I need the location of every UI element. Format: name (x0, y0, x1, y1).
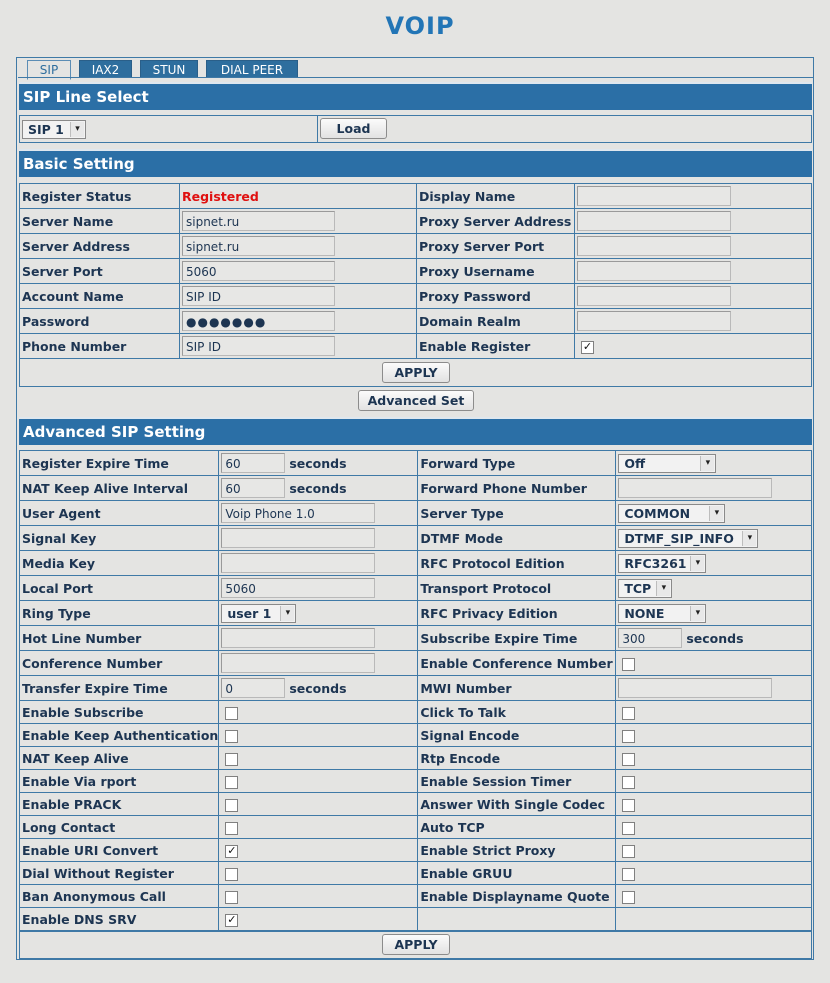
chevron-down-icon: ▾ (690, 556, 704, 571)
tab-iax2[interactable]: IAX2 (79, 60, 132, 78)
advanced-apply-button[interactable]: APPLY (382, 934, 450, 955)
label-dial-without-register: Dial Without Register (20, 862, 219, 885)
label-proxy-server-port: Proxy Server Port (417, 234, 575, 259)
value-cell (180, 259, 417, 284)
value-cell (219, 651, 418, 676)
value-cell (219, 576, 418, 601)
tab-divider (18, 77, 814, 78)
chevron-down-icon: ▾ (700, 456, 714, 471)
value-cell (616, 601, 812, 626)
label-ring-type: Ring Type (20, 601, 219, 626)
forward-type-select-value: Off (624, 455, 646, 471)
nat-keep-alive-interval-input[interactable]: 60 (221, 478, 285, 498)
value-cell (616, 526, 812, 551)
value-cell (219, 451, 418, 476)
value-cell (180, 234, 417, 259)
sip-line-select[interactable] (22, 120, 86, 139)
long-contact-checkbox[interactable] (225, 822, 238, 835)
page-title: VOIP (385, 12, 455, 40)
load-button[interactable]: Load (320, 118, 387, 139)
proxy-password-input[interactable] (577, 286, 731, 306)
label-mwi-number: MWI Number (418, 676, 616, 701)
label-enable-subscribe: Enable Subscribe (20, 701, 219, 724)
label-auto-tcp: Auto TCP (418, 816, 616, 839)
chevron-down-icon: ▾ (656, 581, 670, 596)
label-enable-uri-convert: Enable URI Convert (20, 839, 219, 862)
label-account-name: Account Name (20, 284, 180, 309)
value-cell (180, 209, 417, 234)
label-nat-keep-alive-interval: NAT Keep Alive Interval (20, 476, 219, 501)
advanced-setting-table (19, 450, 812, 931)
local-port-input[interactable]: 5060 (221, 578, 375, 598)
enable-uri-convert-checkbox[interactable]: ✓ (227, 843, 237, 857)
conference-number-input[interactable] (221, 653, 375, 673)
value-cell (616, 862, 812, 885)
value-cell (219, 908, 418, 931)
domain-realm-input[interactable] (577, 311, 731, 331)
label-signal-key: Signal Key (20, 526, 219, 551)
label-enable-keep-authentication: Enable Keep Authentication (20, 724, 219, 747)
basic-setting-table (19, 183, 812, 359)
label-rtp-encode: Rtp Encode (418, 747, 616, 770)
value-cell (219, 701, 418, 724)
answer-with-single-codec-checkbox[interactable] (622, 799, 635, 812)
password-input[interactable]: ●●●●●●● (182, 311, 335, 331)
enable-conference-number-checkbox[interactable] (622, 658, 635, 671)
line-select-table (19, 115, 812, 143)
rfc-privacy-edition-select-value: NONE (624, 605, 665, 621)
server-name-input[interactable]: sipnet.ru (182, 211, 335, 231)
value-cell (219, 793, 418, 816)
value-cell (575, 334, 812, 359)
value-cell (575, 309, 812, 334)
chevron-down-icon: ▾ (709, 506, 723, 521)
proxy-server-address-input[interactable] (577, 211, 731, 231)
subscribe-expire-time-input[interactable]: 300 (618, 628, 682, 648)
account-name-input[interactable]: SIP ID (182, 286, 335, 306)
server-type-select-value: COMMON (624, 505, 691, 521)
value-cell (616, 701, 812, 724)
phone-number-input[interactable]: SIP ID (182, 336, 335, 356)
basic-apply-button[interactable]: APPLY (382, 362, 450, 383)
line-select-cell (20, 116, 318, 143)
label-enable-strict-proxy: Enable Strict Proxy (418, 839, 616, 862)
label-enable-prack: Enable PRACK (20, 793, 219, 816)
enable-subscribe-checkbox[interactable] (225, 707, 238, 720)
label-rfc-protocol-edition: RFC Protocol Edition (418, 551, 616, 576)
forward-type-select[interactable] (618, 454, 716, 473)
sip-line-select-value: SIP 1 (28, 121, 64, 137)
label-transport-protocol: Transport Protocol (418, 576, 616, 601)
value-cell (616, 501, 812, 526)
empty-cell (418, 908, 616, 931)
rfc-protocol-edition-select[interactable] (618, 554, 706, 573)
label-rfc-privacy-edition: RFC Privacy Edition (418, 601, 616, 626)
label-long-contact: Long Contact (20, 816, 219, 839)
dtmf-mode-select[interactable] (618, 529, 758, 548)
label-register-expire-time: Register Expire Time (20, 451, 219, 476)
label-server-type: Server Type (418, 501, 616, 526)
value-cell (616, 651, 812, 676)
advanced-set-button[interactable]: Advanced Set (358, 390, 474, 411)
label-server-name: Server Name (20, 209, 180, 234)
forward-phone-number-input[interactable] (618, 478, 772, 498)
value-cell (575, 234, 812, 259)
mwi-number-input[interactable] (618, 678, 772, 698)
server-address-input[interactable]: sipnet.ru (182, 236, 335, 256)
rfc-privacy-edition-select[interactable] (618, 604, 706, 623)
value-cell (219, 476, 418, 501)
value-cell (219, 676, 418, 701)
auto-tcp-checkbox[interactable] (622, 822, 635, 835)
label-enable-session-timer: Enable Session Timer (418, 770, 616, 793)
tab-dial-peer[interactable]: DIAL PEER (206, 60, 298, 78)
chevron-down-icon: ▾ (70, 122, 84, 137)
value-cell (219, 626, 418, 651)
label-proxy-password: Proxy Password (417, 284, 575, 309)
value-cell (616, 724, 812, 747)
label-conference-number: Conference Number (20, 651, 219, 676)
label-enable-conference-number: Enable Conference Number (418, 651, 616, 676)
value-cell (616, 793, 812, 816)
dial-without-register-checkbox[interactable] (225, 868, 238, 881)
signal-key-input[interactable] (221, 528, 375, 548)
label-user-agent: User Agent (20, 501, 219, 526)
label-signal-encode: Signal Encode (418, 724, 616, 747)
label-domain-realm: Domain Realm (417, 309, 575, 334)
rtp-encode-checkbox[interactable] (622, 753, 635, 766)
seconds-label: seconds (289, 680, 347, 696)
proxy-username-input[interactable] (577, 261, 731, 281)
value-cell (219, 862, 418, 885)
tab-stun[interactable]: STUN (140, 60, 198, 78)
value-cell (180, 309, 417, 334)
seconds-label: seconds (289, 455, 347, 471)
transport-protocol-select[interactable] (618, 579, 672, 598)
enable-strict-proxy-checkbox[interactable] (622, 845, 635, 858)
label-server-address: Server Address (20, 234, 180, 259)
label-display-name: Display Name (417, 184, 575, 209)
rfc-protocol-edition-select-value: RFC3261 (624, 555, 687, 571)
nat-keep-alive-checkbox[interactable] (225, 753, 238, 766)
seconds-label: seconds (289, 480, 347, 496)
hot-line-number-input[interactable] (221, 628, 375, 648)
value-cell (616, 551, 812, 576)
value-cell (616, 816, 812, 839)
value-cell (616, 476, 812, 501)
label-forward-phone-number: Forward Phone Number (418, 476, 616, 501)
label-dtmf-mode: DTMF Mode (418, 526, 616, 551)
value-cell (616, 626, 812, 651)
section-header-line-select: SIP Line Select (19, 82, 812, 110)
value-cell (180, 284, 417, 309)
value-cell (219, 885, 418, 908)
label-proxy-username: Proxy Username (417, 259, 575, 284)
value-cell (219, 551, 418, 576)
value-cell (575, 284, 812, 309)
ring-type-select-value: user 1 (227, 605, 272, 621)
tab-sip[interactable]: SIP (27, 60, 71, 80)
label-phone-number: Phone Number (20, 334, 180, 359)
label-register-status: Register Status (20, 184, 180, 209)
value-cell (219, 816, 418, 839)
ring-type-select[interactable] (221, 604, 296, 623)
server-port-input[interactable]: 5060 (182, 261, 335, 281)
enable-gruu-checkbox[interactable] (622, 868, 635, 881)
value-cell (616, 576, 812, 601)
value-cell (219, 770, 418, 793)
label-local-port: Local Port (20, 576, 219, 601)
label-ban-anonymous-call: Ban Anonymous Call (20, 885, 219, 908)
label-media-key: Media Key (20, 551, 219, 576)
label-hot-line-number: Hot Line Number (20, 626, 219, 651)
enable-via-rport-checkbox[interactable] (225, 776, 238, 789)
label-subscribe-expire-time: Subscribe Expire Time (418, 626, 616, 651)
label-proxy-server-address: Proxy Server Address (417, 209, 575, 234)
label-enable-dns-srv: Enable DNS SRV (20, 908, 219, 931)
enable-prack-checkbox[interactable] (225, 799, 238, 812)
value-cell (616, 451, 812, 476)
enable-register-checkbox[interactable]: ✓ (582, 339, 593, 353)
label-answer-with-single-codec: Answer With Single Codec (418, 793, 616, 816)
click-to-talk-checkbox[interactable] (622, 707, 635, 720)
value-cell (219, 747, 418, 770)
enable-keep-authentication-checkbox[interactable] (225, 730, 238, 743)
register-status-value: Registered (182, 188, 259, 204)
proxy-server-port-input[interactable] (577, 236, 731, 256)
label-server-port: Server Port (20, 259, 180, 284)
user-agent-input[interactable]: Voip Phone 1.0 (221, 503, 375, 523)
label-enable-gruu: Enable GRUU (418, 862, 616, 885)
chevron-down-icon: ▾ (742, 531, 756, 546)
chevron-down-icon: ▾ (280, 606, 294, 621)
label-enable-via-rport: Enable Via rport (20, 770, 219, 793)
section-header-basic: Basic Setting (19, 149, 812, 177)
ban-anonymous-call-checkbox[interactable] (225, 891, 238, 904)
value-cell (219, 601, 418, 626)
value-cell (616, 908, 812, 931)
label-click-to-talk: Click To Talk (418, 701, 616, 724)
value-cell (616, 770, 812, 793)
enable-dns-srv-checkbox[interactable]: ✓ (227, 912, 237, 926)
value-cell (616, 885, 812, 908)
seconds-label: seconds (686, 630, 744, 646)
value-cell (219, 724, 418, 747)
transport-protocol-select-value: TCP (624, 580, 652, 596)
value-cell (616, 839, 812, 862)
label-enable-register: Enable Register (417, 334, 575, 359)
label-forward-type: Forward Type (418, 451, 616, 476)
transfer-expire-time-input[interactable]: 0 (221, 678, 285, 698)
value-cell (180, 184, 417, 209)
value-cell (219, 501, 418, 526)
chevron-down-icon: ▾ (690, 606, 704, 621)
value-cell (616, 747, 812, 770)
register-expire-time-input[interactable]: 60 (221, 453, 285, 473)
value-cell (575, 184, 812, 209)
label-enable-displayname-quote: Enable Displayname Quote (418, 885, 616, 908)
value-cell (219, 839, 418, 862)
media-key-input[interactable] (221, 553, 375, 573)
value-cell (575, 209, 812, 234)
value-cell (219, 526, 418, 551)
dtmf-mode-select-value: DTMF_SIP_INFO (624, 530, 734, 546)
signal-encode-checkbox[interactable] (622, 730, 635, 743)
label-password: Password (20, 309, 180, 334)
value-cell (180, 334, 417, 359)
enable-displayname-quote-checkbox[interactable] (622, 891, 635, 904)
value-cell (575, 259, 812, 284)
label-nat-keep-alive: NAT Keep Alive (20, 747, 219, 770)
server-type-select[interactable] (618, 504, 725, 523)
label-transfer-expire-time: Transfer Expire Time (20, 676, 219, 701)
section-header-advanced: Advanced SIP Setting (19, 417, 812, 445)
load-cell (318, 116, 812, 143)
display-name-input[interactable] (577, 186, 731, 206)
value-cell (616, 676, 812, 701)
enable-session-timer-checkbox[interactable] (622, 776, 635, 789)
